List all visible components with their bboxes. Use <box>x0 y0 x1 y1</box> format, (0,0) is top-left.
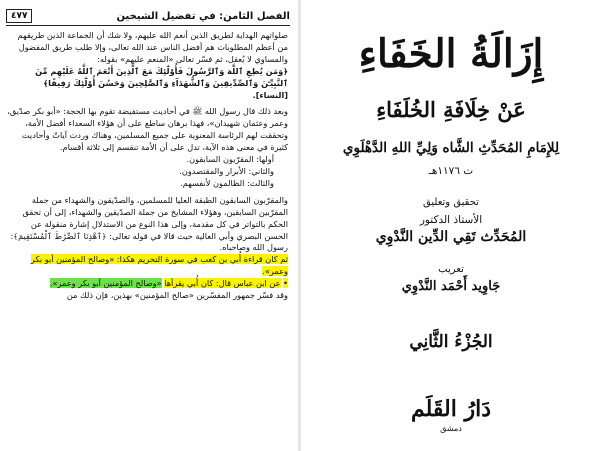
yellow-highlight: عن ابن عباس قال: كان أُبي يقرأها <box>164 278 281 289</box>
translator-name: جَاوِيد أَحْمَد النَّدْوِي <box>401 279 501 294</box>
publisher-city: دمشق <box>440 424 462 433</box>
highlighted-quote-1 <box>6 254 288 278</box>
yellow-highlight: ثم كان قراءة أُبي بن كعب في سورة التحريم هكذا: «وصالح المؤمنين أبو بكر وعمر». <box>30 254 288 277</box>
chapter-title: الفصل الثامن: في تفضيل الشيخين <box>116 10 290 22</box>
author-death-date: ت ١١٧٦هـ <box>428 165 474 177</box>
list-item: والثاني: الأبرار والمقتصدون. <box>179 165 274 176</box>
edited-label: تحقيق وتعليق <box>423 197 479 208</box>
body-text <box>6 30 288 302</box>
publisher-logo: دَارُ القَلَم <box>410 396 492 422</box>
list-item: أولها: المقرّبون السابقون. <box>186 154 274 165</box>
volume-label: الجُزْءُ الثَّانِي <box>409 332 493 352</box>
text-page <box>0 0 298 451</box>
editor-name: المُحَدِّث تَقِي الدِّين النَّدْوِي <box>375 229 527 245</box>
page-number: ٤٧٧ <box>6 9 32 23</box>
book-subtitle: عَنْ خِلَافَةِ الخُلَفَاءِ <box>376 97 526 122</box>
bullet-mark: • <box>283 278 288 289</box>
highlighted-quote-2 <box>6 278 288 290</box>
quran-verse: ﴿وَمَن يُطِعِ ٱللَّهَ وَٱلرَّسُولَ فَأُوْلَٰٓئِكَ مَعَ ٱلَّذِينَ أَنْعَمَ ٱللَّهُ عَلَيْهِم مِّنَ ٱلنَّبِيِّـۧنَ وَٱلصِّدِّيقِينَ وَٱلشُّهَدَآءِ وَٱلصَّٰلِحِينَ وَحَسُنَ أُوْلَٰٓئِكَ رَفِيقًا﴾ [النساء]. <box>35 65 288 100</box>
paragraph: وقد فسّر جمهور المفسّرين «صالح المؤمنين» بهذين، فإن ذلك من <box>66 290 288 301</box>
book-title: إِزَالَةُ الخَفَاءِ <box>358 31 544 77</box>
page-header <box>6 7 290 26</box>
author-name: لِلإِمَامِ المُحَدِّثِ الشَّاه وَلِيِّ اللهِ الدَّهْلَوِي <box>342 140 560 156</box>
translation-label: تعريب <box>438 264 464 275</box>
paragraph: والمقرّبون السابقون الطبقة العليا للمسلمين، والصدّيقون والشهداء من جملة المقرّبين السابقين، وهؤلاء المشايخ من جملة الصدّيقين والشهداء، إلى أن تحقق الحكم بالتواتر في كل مقدمة، وإلى هذا النوع من الاستدلال إشارة منقولة عن الحسن البصري وأبي العالية حيث قالا في قوله تعالى: ﴿ٱهْدِنَا ٱلصِّرَٰطَ ٱلْمُسْتَقِيمَ﴾: رسول الله وصاحباه. <box>10 194 288 253</box>
paragraph: صلواتهم الهداية لطريق الذين أنعم الله عليهم، ولا شك أن الجماعة الذين طريقهم من أعظم المطلوبات هم أفضل الناس عند الله تعالى، وإلا طلب طريق المفضول والمساوي لا يُعقل، ثم فسّر تعالى «المنعم عليهم» بقوله: <box>17 30 288 64</box>
list-item: والثالث: الظالمون لأنفسهم. <box>180 177 274 188</box>
paragraph: وبعد ذلك قال رسول الله ﷺ في أحاديث مستفيضة تقوم بها الحجة: «أبو بكر صدّيق، وعمر وعثمان شهيدان»، فهذا برهان ساطع على أن هؤلاء السعداء أفضل الأمة، وتحققت لهم الرئاسة المعنوية على جميع المسلمين، وهناك وردت آياتٌ وأحاديث كثيرة في معنى هذه الآية، تدل على أن الأمة تنقسم إلى ثلاثة أقسام. <box>7 106 288 153</box>
editor-title: الأستاذ الدكتور <box>419 214 483 226</box>
green-highlight: «وصالح المؤمنين أبو بكر وعمر». <box>49 278 162 289</box>
title-page <box>301 0 600 451</box>
